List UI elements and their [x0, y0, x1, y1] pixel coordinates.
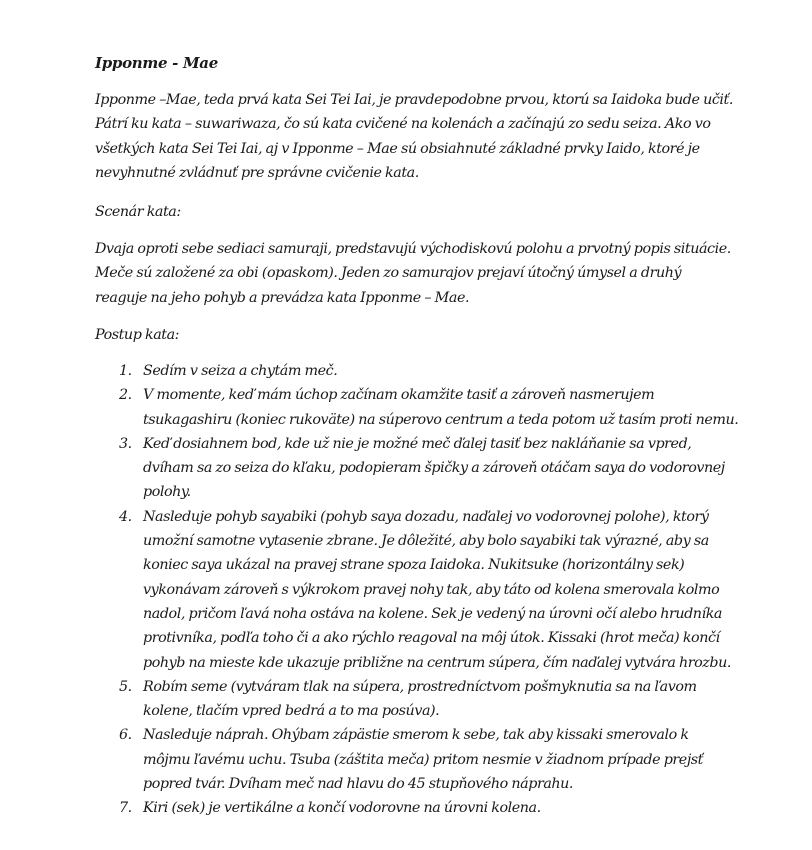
step-text: Nasleduje náprah. Ohýbam zápästie smerom k sebe, tak aby kissaki smerovalo k môjmu ľavému uchu. Tsuba (záštita meča) pritom nesmie v žiadnom prípade prejsť popred tvár. Dvíham meč nad hlavu do 45 stupňového náprahu.	[143, 727, 703, 793]
step-text: Keď dosiahnem bod, kde už nie je možné meč ďalej tasiť bez nakláňanie sa vpred, dvíham sa zo seiza do kľaku, podopieram špičky a zároveň otáčam saya do vodorovnej polohy.	[143, 435, 725, 501]
procedure-step	[119, 432, 739, 505]
step-number: 4.	[119, 508, 132, 525]
step-text: V momente, keď mám úchop začínam okamžite tasiť a zároveň nasmerujem tsukagashiru (koniec rukoväte) na súperovo centrum a teda potom už tasím proti nemu.	[143, 387, 739, 428]
scenario-heading: Scenár kata:	[95, 204, 181, 220]
procedure-steps-list	[119, 359, 739, 821]
step-text: Nasleduje pohyb sayabiki (pohyb saya dozadu, naďalej vo vodorovnej polohe), ktorý umožní samotne vytasenie zbrane. Je dôležité, aby bolo sayabiki tak výrazné, aby sa koniec saya ukázal na pravej strane spoza Iaidoka. Nukitsuke (horizontálny sek) vykonávam zároveň s výkrokom pravej nohy tak, aby táto od kolena smerovala kolmo nadol, pričom ľavá noha ostáva na kolene. Sek je vedený na úrovni očí alebo hrudníka protivníka, podľa toho či a ako rýchlo reagoval na môj útok. Kissaki (hrot meča) končí pohyb na mieste kde ukazuje približne na centrum súpera, čím naďalej vytvára hrozbu.	[143, 508, 731, 671]
step-text: Sedím v seiza a chytám meč.	[143, 363, 338, 379]
document-title: Ipponme - Mae	[95, 54, 218, 72]
intro-paragraph: Ipponme –Mae, teda prvá kata Sei Tei Iai, je pravdepodobne prvou, ktorú sa Iaidoka bude učiť. Pátrí ku kata – suwariwaza, čo sú kata cvičené na kolenách a začínajú zo sedu seiza. Ako vo všetkých kata Sei Tei Iai, aj v Ipponme – Mae sú obsiahnuté základné prvky Iaido, ktoré je nevyhnutné zvládnuť pre správne cvičenie kata.	[95, 92, 733, 181]
step-number: 3.	[119, 435, 132, 452]
procedure-step	[119, 505, 739, 675]
procedure-step	[119, 675, 739, 724]
procedure-heading: Postup kata:	[95, 327, 180, 343]
step-text: Kiri (sek) je vertikálne a končí vodorovne na úrovni kolena.	[143, 800, 541, 817]
procedure-step	[119, 796, 739, 820]
scenario-paragraph: Dvaja oproti sebe sediaci samuraji, predstavujú východiskovú polohu a prvotný popis situácie. Meče sú založené za obi (opaskom). Jeden zo samurajov prejaví útočný úmysel a druhý reaguje na jeho pohyb a prevádza kata Ipponme – Mae.	[95, 241, 731, 306]
procedure-step	[119, 383, 739, 432]
step-number: 5.	[119, 678, 132, 695]
procedure-step	[119, 723, 739, 796]
step-number: 7.	[119, 800, 132, 817]
step-number: 6.	[119, 727, 132, 744]
step-number: 1.	[119, 363, 132, 379]
step-text: Robím seme (vytváram tlak na súpera, prostredníctvom pošmyknutia sa na ľavom kolene, tlačím vpred bedrá a to ma posúva).	[143, 678, 697, 720]
procedure-step	[119, 359, 739, 383]
step-number: 2.	[119, 387, 132, 404]
